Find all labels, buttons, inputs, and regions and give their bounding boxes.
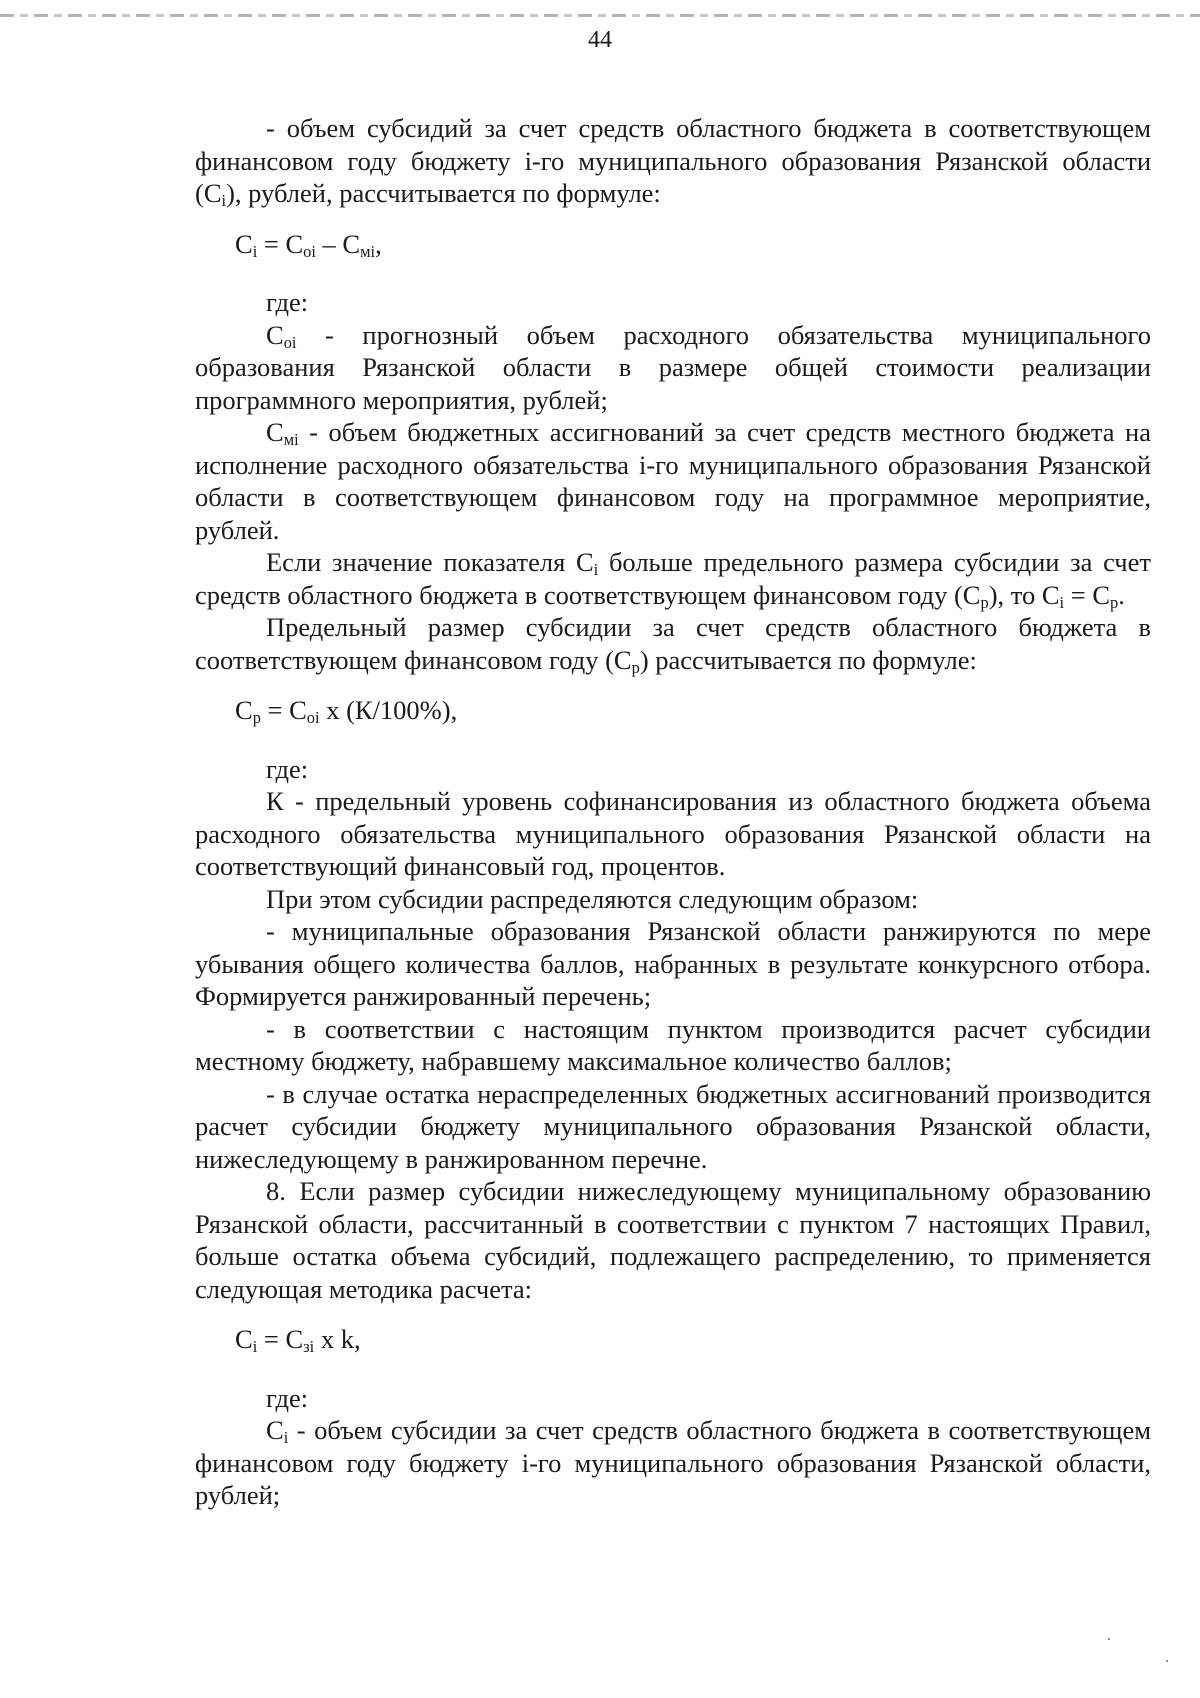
distribution-intro: При этом субсидии распределяются следующим образом:: [266, 883, 919, 914]
item-8-paragraph: 8. Если размер субсидии нижеследующему муниципальному образованию Рязанской области, рассчитанный в соответствии с пунктом 7 настоящих Правил, больше остатка объема субсидий, подлежащего распределению, то применяется следующая методика расчета:: [195, 1176, 1151, 1304]
formula-ci-k: $С_i = С_{зi}$ х k,: [235, 1324, 361, 1357]
list-item: - в случае остатка нераспределенных бюджетных ассигнований производится расчет субсидии бюджету муниципального образования Рязанской области, нижеследующему в ранжированном перечне.: [195, 1078, 1151, 1174]
cmi-definition: $С_{мi}$ - объем бюджетных ассигнований за счет средств местного бюджета на исполнение расходного обязательства i-го муниципального образования Рязанской области в соответствующем финансовом году на программное мероприятие, рублей.: [195, 417, 1151, 545]
where-label: где:: [266, 753, 309, 784]
list-item: - муниципальные образования Рязанской области ранжируются по мере убывания общего количества баллов, набранных в результате конкурсного отбора. Формируется ранжированный перечень;: [195, 916, 1151, 1011]
scan-speck: [1108, 1638, 1110, 1640]
if-paragraph: Если значение показателя $С_i$ больше предельного размера субсидии за счет средств областного бюджета в соответствующем финансовом году $(С_p)$, то $С_i = С_p$.: [195, 547, 1151, 612]
formula-cp: $С_p = С_{оi}$ х (К/100%),: [235, 695, 458, 728]
where-label: где:: [266, 287, 309, 317]
limit-paragraph: Предельный размер субсидии за счет средств областного бюджета в соответствующем финансовом году $(С_p)$ рассчитывается по формуле:: [195, 612, 1151, 677]
scan-top-edge: [0, 14, 1200, 17]
k-definition: К - предельный уровень софинансирования из областного бюджета объема расходного обязательства муниципального образования Рязанской области на соответствующий финансовый год, процентов.: [195, 786, 1151, 881]
scan-speck: [1166, 1660, 1168, 1662]
formula-ci: $С_i = С_{оi} - С_{мi}$,: [235, 228, 382, 261]
where-label: где:: [266, 1382, 309, 1413]
ci-definition: $С_i$ - объем субсидии за счет средств областного бюджета в соответствующем финансовом году бюджету i-го муниципального образования Рязанской области, рублей;: [195, 1415, 1151, 1510]
list-item: - в соответствии с настоящим пунктом производится расчет субсидии местному бюджету, набравшему максимальное количество баллов;: [195, 1013, 1151, 1076]
intro-paragraph: - объем субсидий за счет средств областного бюджета в соответствующем финансовом году бюджету i-го муниципального образования Рязанской области $(С_i)$, рублей, рассчитывается по формуле:: [195, 113, 1151, 211]
page-number: 44: [588, 27, 612, 53]
document-body: [195, 112, 1151, 1512]
coi-definition: $С_{оi}$ - прогнозный объем расходного обязательства муниципального образования Рязанской области в размере общей стоимости реализации программного мероприятия, рублей;: [195, 319, 1151, 415]
